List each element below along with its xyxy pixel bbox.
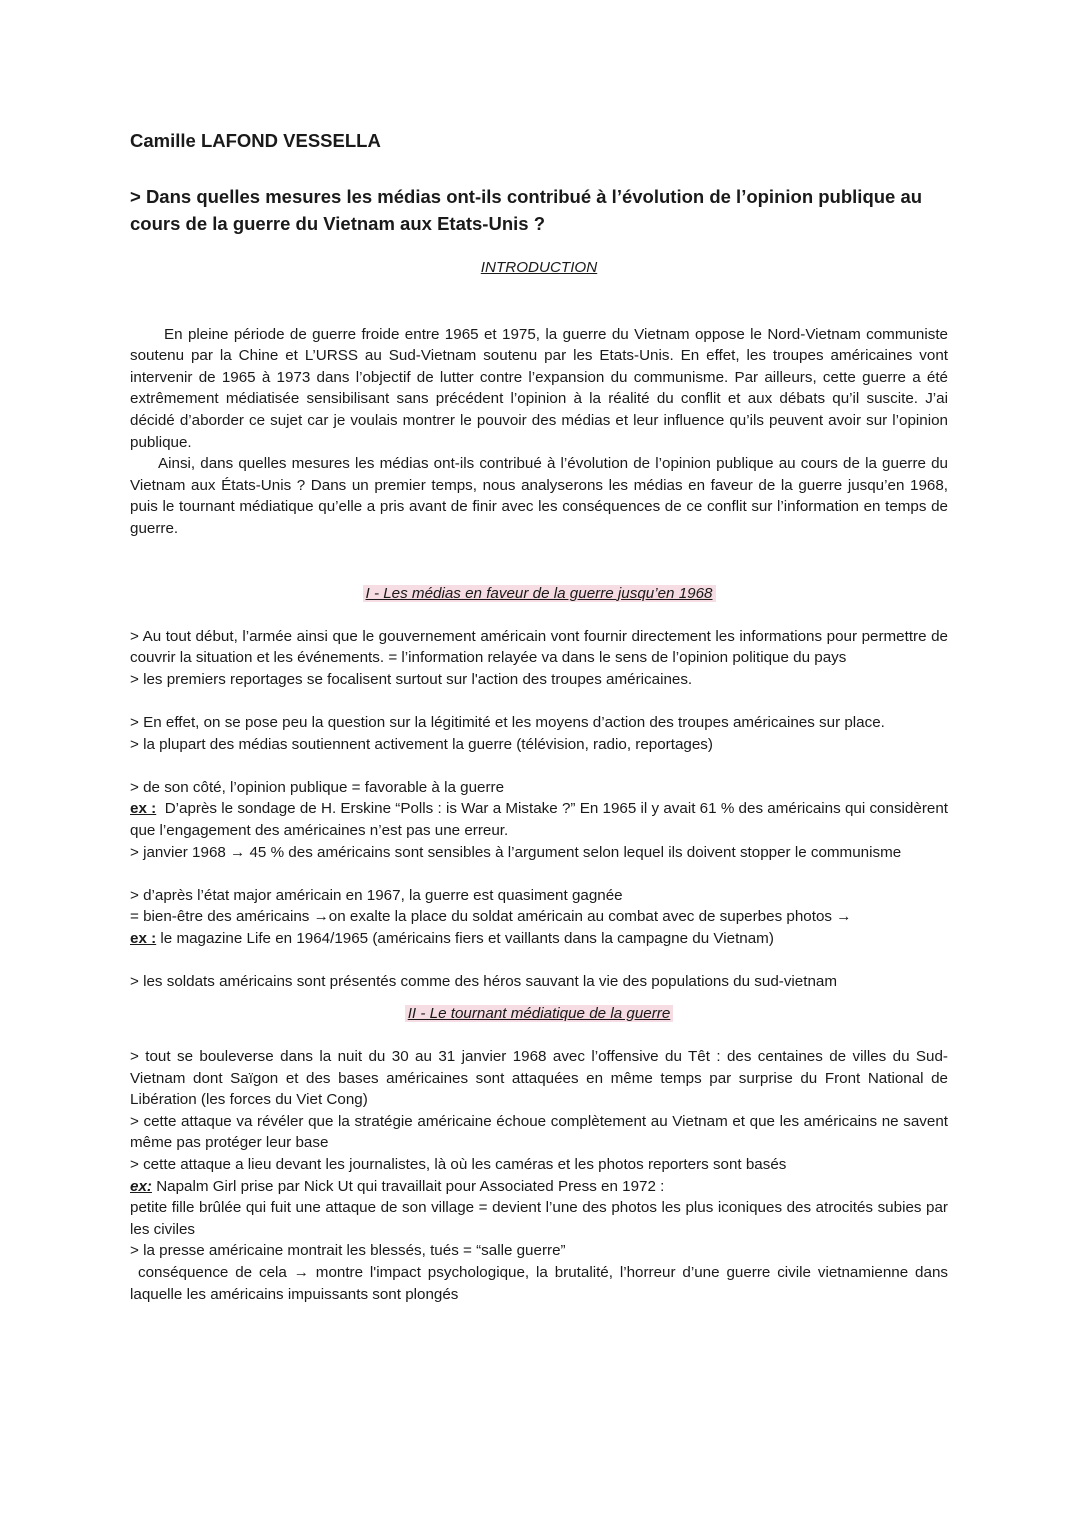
example-text: Napalm Girl prise par Nick Ut qui travaillait pour Associated Press en 1972 : [156, 1177, 665, 1195]
section2-heading-text: II - Le tournant médiatique de la guerre [405, 1005, 674, 1022]
section2-line: > cette attaque va révéler que la stratégie américaine échoue complètement au Vietnam et que les américains ne savent même pas protéger leur base [130, 1112, 948, 1152]
example-label: ex : [130, 800, 157, 818]
spacer [130, 691, 948, 713]
spacer [130, 755, 948, 777]
author-name: Camille LAFOND VESSELLA [130, 130, 381, 151]
section2-line: > tout se bouleverse dans la nuit du 30 au 31 janvier 1968 avec l’offensive du Têt : des centaines de villes du Sud-Vietnam dont Saïgon et des bases américaines sont attaquées en même temps par surprise du Front National de Libération (les forces du Viet Cong) [130, 1048, 948, 1109]
example-text: le magazine Life en 1964/1965 (américains fiers et vaillants dans la campagne du Vietnam) [160, 930, 774, 948]
intro-paragraph-2: Ainsi, dans quelles mesures les médias ont-ils contribué à l’évolution de l’opinion publique au cours de la guerre du Vietnam aux États-Unis ? Dans un premier temps, nous analyserons les médias en faveur de la guerre jusqu’en 1968, puis le tournant médiatique qu’elle a pris avant de finir avec les conséquences de ce conflit sur l’information en temps de guerre. [130, 455, 948, 537]
spacer [130, 863, 948, 885]
spacer [130, 604, 948, 626]
spacer [130, 950, 948, 972]
section1-line: > janvier 1968 → 45 % des américains sont sensibles à l’argument selon lequel ils doivent stopper le communisme [130, 843, 902, 861]
section1-heading [130, 583, 948, 605]
section1-heading-text: I - Les médias en faveur de la guerre jusqu’en 1968 [363, 585, 716, 602]
spacer [130, 993, 948, 1003]
section1-line: > d’après l’état major américain en 1967, la guerre est quasiment gagnée [130, 886, 623, 904]
section1-line: > les premiers reportages se focalisent surtout sur l'action des troupes américaines. [130, 670, 693, 688]
section1-example [130, 928, 948, 950]
section2-line: conséquence de cela → montre l'impact psychologique, la brutalité, l’horreur d’une guerre civile vietnamienne dans laquelle les américains impuissants sont plongés [130, 1263, 948, 1303]
spacer [130, 1024, 948, 1046]
example-text: D’après le sondage de H. Erskine “Polls : is War a Mistake ?” En 1965 il y avait 61 % des américains qui considèrent que l’engagement des américaines n’est pas une erreur. [130, 800, 948, 840]
section1-line: > de son côté, l’opinion publique = favorable à la guerre [130, 778, 505, 796]
section2-line: > cette attaque a lieu devant les journalistes, là où les caméras et les photos reporters sont basés [130, 1155, 787, 1173]
example-label: ex: [130, 1177, 152, 1195]
section2-example [130, 1176, 948, 1198]
section1-line: > les soldats américains sont présentés comme des héros sauvant la vie des populations du sud-vietnam [130, 973, 838, 991]
intro-paragraph-1: En pleine période de guerre froide entre 1965 et 1975, la guerre du Vietnam oppose le Nord-Vietnam communiste soutenu par la Chine et L’URSS au Sud-Vietnam soutenu par les Etats-Unis. En effet, les troupes américaines vont intervenir de 1965 à 1973 dans l’objectif de lutter contre l’expansion du communisme. Par ailleurs, cette guerre a été extrêmement médiatisée sensibilisant sans précédent l’opinion à la réalité du conflit et aux débats qu’il suscite. J’ai décidé d’aborder ce sujet car je voulais montrer le pouvoir des médias et leur influence qu’ils peuvent avoir sur l’opinion publique. [130, 325, 948, 451]
research-question: > Dans quelles mesures les médias ont-ils contribué à l’évolution de l’opinion publique au cours de la guerre du Vietnam aux Etats-Unis ? [130, 186, 923, 234]
introduction-heading [130, 257, 948, 279]
section1-example [130, 798, 948, 841]
section2-line: petite fille brûlée qui fuit une attaque de son village = devient l’une des photos les plus iconiques des atrocités subies par les civiles [130, 1199, 948, 1238]
section1-line: = bien-être des américains →on exalte la place du soldat américain au combat avec de superbes photos → [130, 908, 852, 926]
section2-heading [130, 1003, 948, 1025]
section1-line: > la plupart des médias soutiennent activement la guerre (télévision, radio, reportages) [130, 735, 713, 753]
section1-line: > Au tout début, l’armée ainsi que le gouvernement américain vont fournir directement les informations pour permettre de couvrir la situation et les événements. = l’information relayée va dans le sens de l’opinion politique du pays [130, 627, 948, 667]
introduction-heading-text: INTRODUCTION [480, 259, 598, 276]
section2-line: > la presse américaine montrait les blessés, tués = “salle guerre” [130, 1242, 566, 1260]
spacer [130, 540, 948, 583]
example-label: ex : [130, 930, 157, 948]
section1-line: > En effet, on se pose peu la question sur la légitimité et les moyens d’action des troupes américaines sur place. [130, 714, 885, 732]
document-page [130, 128, 948, 1305]
